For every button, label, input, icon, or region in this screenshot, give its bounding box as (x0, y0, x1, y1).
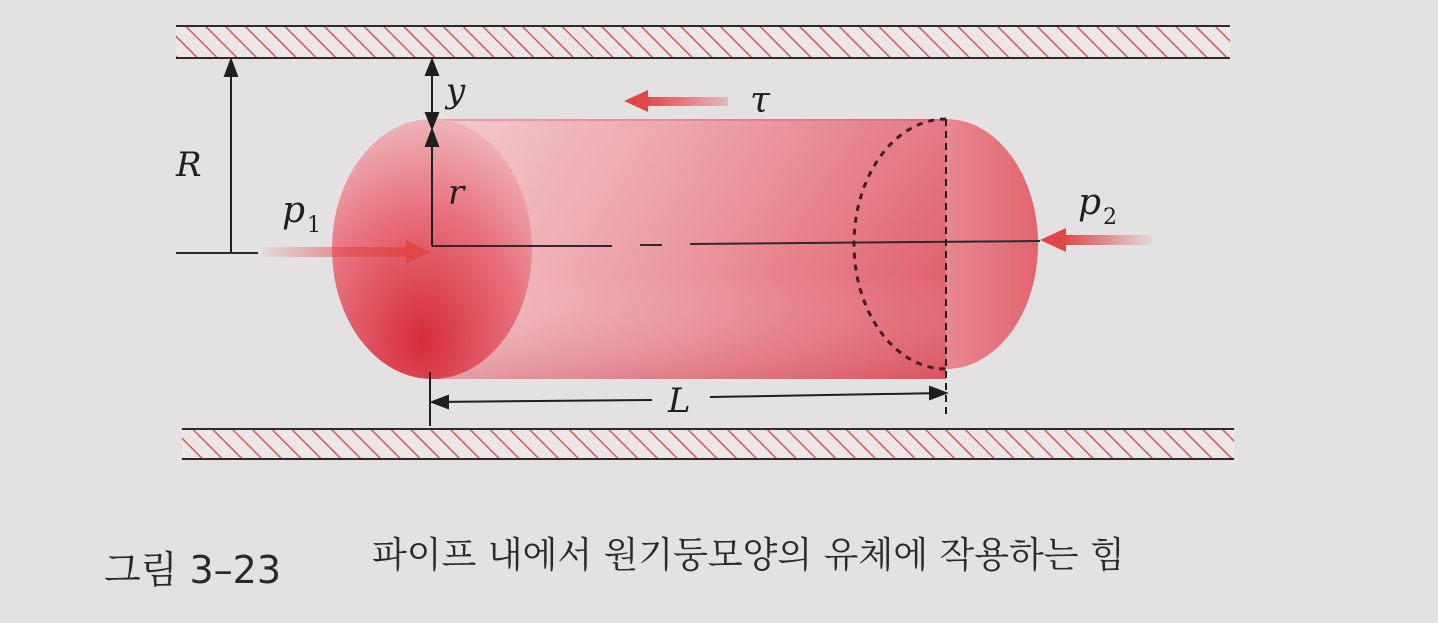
shear-stress-arrow (624, 90, 728, 112)
top-pipe-wall (176, 26, 1230, 58)
figure-number: 그림 3–23 (104, 548, 282, 592)
label-p1-symbol: p (282, 190, 306, 231)
label-L: L (668, 381, 691, 421)
label-p1-subscript: 1 (307, 213, 322, 238)
label-p2 (1078, 182, 1117, 230)
label-tau: τ (750, 80, 770, 121)
label-p2-subscript: 2 (1103, 205, 1118, 230)
label-R: R (176, 145, 202, 185)
label-y: y (446, 71, 466, 111)
label-r: r (448, 173, 465, 213)
figure-caption: 파이프 내에서 원기둥모양의 유체에 작용하는 힘 (372, 535, 1125, 576)
p2-pressure-arrow (1040, 228, 1152, 252)
radius-R-dimension (225, 60, 237, 252)
label-p1 (282, 190, 321, 238)
label-p2-symbol: p (1078, 182, 1102, 223)
fluid-cylinder (332, 119, 1038, 379)
bottom-pipe-wall (182, 429, 1234, 459)
right-end-cap (946, 119, 1038, 369)
gap-y-dimension (426, 60, 438, 128)
